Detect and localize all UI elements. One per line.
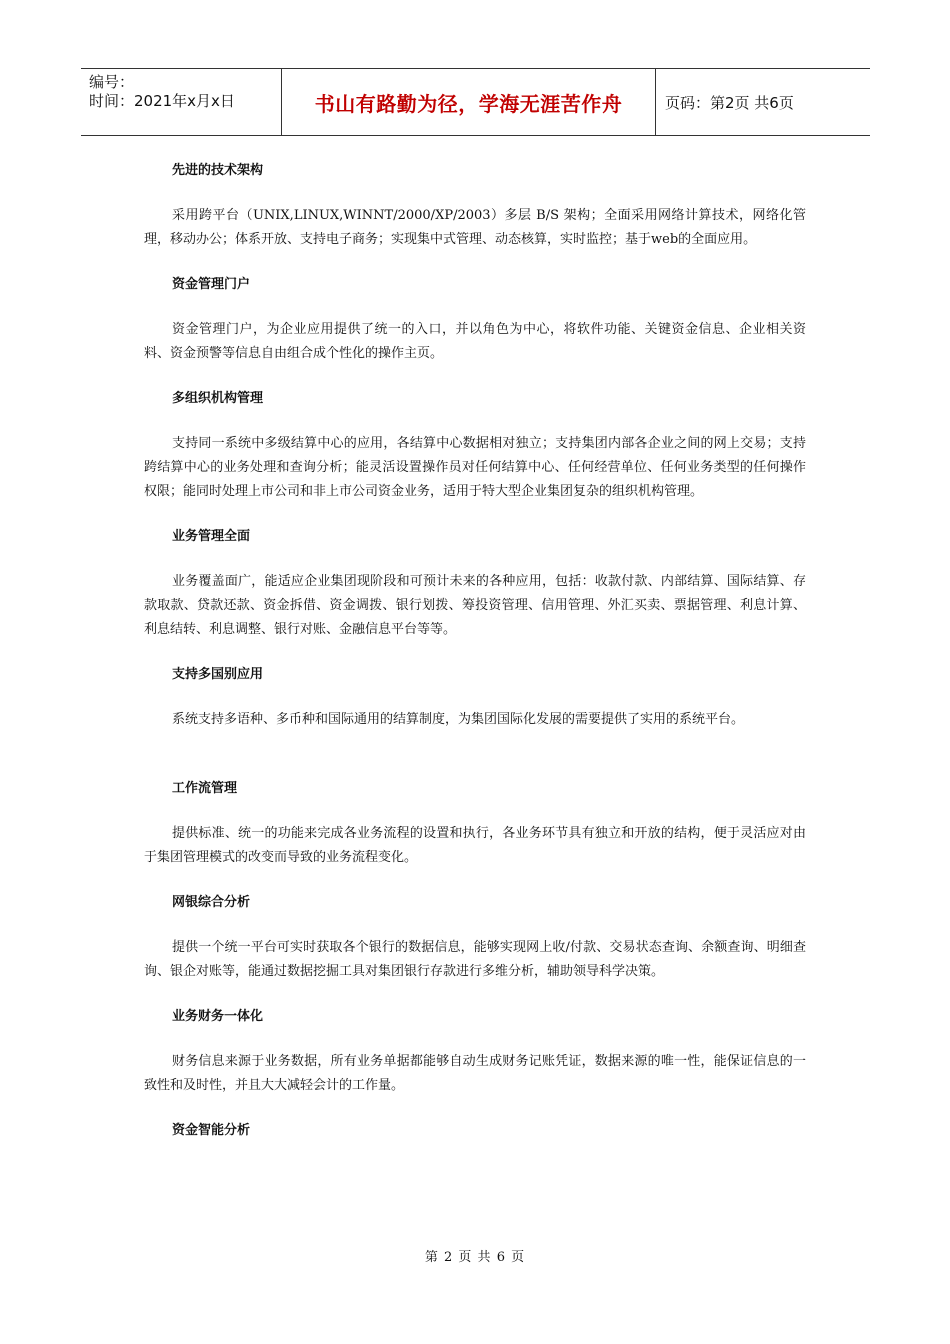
section-title: 资金智能分析 — [172, 1123, 251, 1138]
section-title: 工作流管理 — [172, 781, 238, 796]
header-meta — [81, 69, 282, 135]
section-paragraph: 提供一个统一平台可实时获取各个银行的数据信息，能够实现网上收/付款、交易状态查询、余额查询、明细查询、银企对账等，能通过数据挖掘工具对集团银行存款进行多维分析，辅助领导科学决策。 — [144, 940, 806, 979]
document-body — [144, 159, 806, 1143]
section-paragraph: 支持同一系统中多级结算中心的应用，各结算中心数据相对独立；支持集团内部各企业之间的网上交易；支持跨结算中心的业务处理和查询分析；能灵活设置操作员对任何结算中心、任何经营单位、任何业务类型的任何操作权限；能同时处理上市公司和非上市公司资金业务，适用于特大型企业集团复杂的组织机构管理。 — [144, 436, 806, 499]
header-motto: 书山有路勤为径，学海无涯苦作舟 — [282, 69, 656, 135]
document-number-label: 编号： — [89, 73, 135, 91]
section-paragraph: 业务覆盖面广，能适应企业集团现阶段和可预计未来的各种应用，包括：收款付款、内部结算、国际结算、存款取款、贷款还款、资金拆借、资金调拨、银行划拨、筹投资管理、信用管理、外汇买卖、票据管理、利息计算、利息结转、利息调整、银行对账、金融信息平台等等。 — [144, 574, 806, 637]
section-title: 资金管理门户 — [172, 277, 251, 292]
header-page-code: 页码：第2页 共6页 — [665, 93, 794, 112]
page-footer: 第 2 页 共 6 页 — [424, 1250, 526, 1265]
section-paragraph: 提供标准、统一的功能来完成各业务流程的设置和执行，各业务环节具有独立和开放的结构，便于灵活应对由于集团管理模式的改变而导致的业务流程变化。 — [144, 826, 806, 865]
section-paragraph: 系统支持多语种、多币种和国际通用的结算制度，为集团国际化发展的需要提供了实用的系统平台。 — [172, 712, 745, 727]
section-paragraph: 资金管理门户，为企业应用提供了统一的入口，并以角色为中心，将软件功能、关键资金信息、企业相关资料、资金预警等信息自由组合成个性化的操作主页。 — [144, 322, 806, 361]
document-time-label: 时间：2021年x月x日 — [89, 92, 235, 110]
section-title: 业务财务一体化 — [172, 1009, 264, 1024]
section-title: 网银综合分析 — [172, 895, 251, 910]
section-paragraph: 财务信息来源于业务数据，所有业务单据都能够自动生成财务记账凭证，数据来源的唯一性，能保证信息的一致性和及时性，并且大大减轻会计的工作量。 — [144, 1054, 806, 1093]
section-title: 支持多国别应用 — [172, 667, 264, 682]
section-title: 先进的技术架构 — [172, 163, 264, 178]
section-title: 多组织机构管理 — [172, 391, 264, 406]
section-paragraph: 采用跨平台（UNIX,LINUX,WINNT/2000/XP/2003）多层 B/S 架构；全面采用网络计算技术，网络化管理，移动办公；体系开放、支持电子商务；实现集中式管理、动态核算，实时监控；基于web的全面应用。 — [144, 208, 806, 247]
section-title: 业务管理全面 — [172, 529, 251, 544]
page-header — [81, 68, 870, 136]
